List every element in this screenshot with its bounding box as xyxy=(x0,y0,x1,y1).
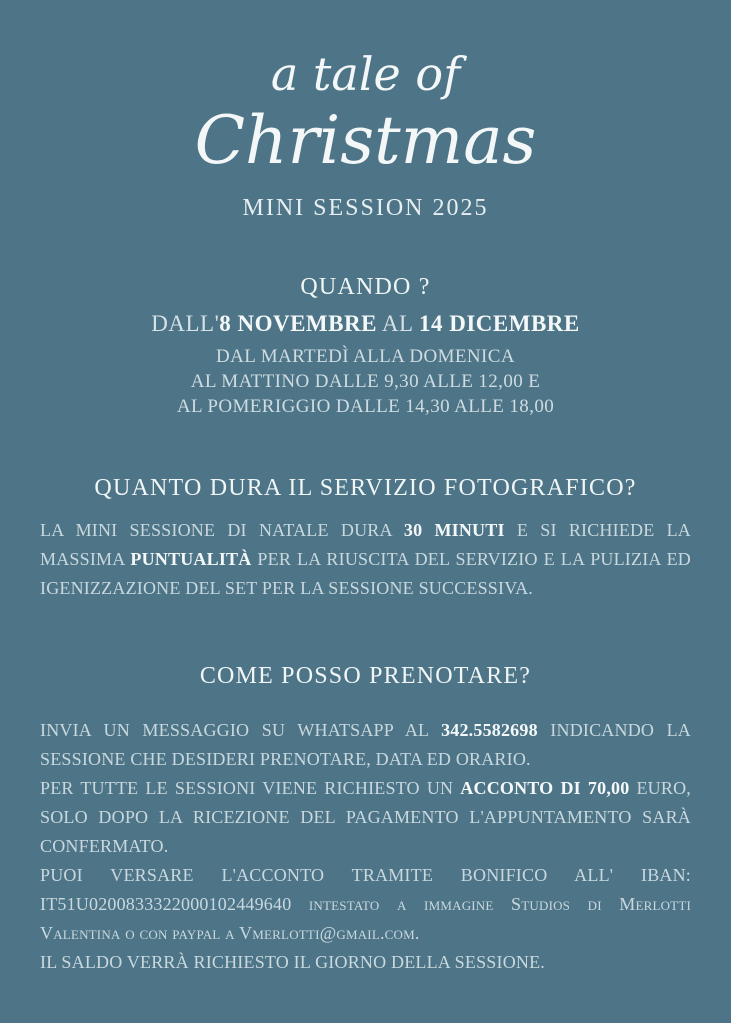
deposit-text-1: PER TUTTE LE SESSIONI VIENE RICHIESTO UN xyxy=(40,778,461,799)
date-range-line xyxy=(40,311,691,337)
deposit-text-2: EURO, SOLO DOPO LA RICEZIONE DEL PAGAMENTO L'APPUNTAMENTO SARÀ CONFERMATO. xyxy=(40,778,691,857)
title-script-line2: Christmas xyxy=(194,101,537,179)
date-range-pre: DALL' xyxy=(151,311,220,337)
booking-paragraph-whatsapp xyxy=(40,716,691,774)
date-range-mid: AL xyxy=(376,311,419,337)
subtitle: MINI SESSION 2025 xyxy=(242,195,489,222)
section-duration xyxy=(40,475,691,603)
duration-text-3: PER LA RIUSCITA DEL SERVIZIO E LA PULIZIA ED IGENIZZAZIONE DEL SET PER LA SESSIONE SUCCESSIVA. xyxy=(40,549,691,599)
booking-text-1: INVIA UN MESSAGGIO SU WHATSAPP AL xyxy=(40,720,442,741)
booking-text-2: INDICANDO LA SESSIONE CHE DESIDERI PRENOTARE, DATA ED ORARIO. xyxy=(40,720,691,770)
payment-payee-text: intestato a immagine Studios di Merlotti Valentina o con paypal a Vmerlotti@gmail.com. xyxy=(40,894,691,944)
booking-heading: COME POSSO PRENOTARE? xyxy=(199,663,532,690)
date-range-start: 8 NOVEMBRE xyxy=(219,311,377,337)
section-when xyxy=(40,274,691,419)
balance-note-line: IL SALDO VERRÀ RICHIESTO IL GIORNO DELLA SESSIONE. xyxy=(40,952,545,973)
duration-text-2: E SI RICHIEDE LA MASSIMA xyxy=(40,520,691,570)
afternoon-hours-line: AL POMERIGGIO DALLE 14,30 ALLE 18,00 xyxy=(176,396,555,418)
whatsapp-phone-number: 342.5582698 xyxy=(441,720,538,741)
deposit-amount: ACCONTO DI 70,00 xyxy=(460,778,630,799)
duration-heading: QUANTO DURA IL SERVIZIO FOTOGRAFICO? xyxy=(94,475,637,502)
duration-paragraph xyxy=(40,516,691,603)
days-line: DAL MARTEDÌ ALLA DOMENICA xyxy=(216,346,515,368)
duration-punctuality: PUNTUALITÀ xyxy=(130,549,252,570)
header xyxy=(40,48,691,222)
morning-hours-line: AL MATTINO DALLE 9,30 ALLE 12,00 E xyxy=(190,371,541,393)
booking-paragraph-deposit xyxy=(40,774,691,861)
duration-text-1: LA MINI SESSIONE DI NATALE DURA xyxy=(40,520,404,541)
iban-number: IT51U0200833322000102449640 xyxy=(40,894,292,915)
payment-text-1: PUOI VERSARE L'ACCONTO TRAMITE BONIFICO ALL' IBAN: xyxy=(40,865,691,886)
booking-text-block xyxy=(40,716,691,977)
section-booking xyxy=(40,663,691,977)
date-range-end: 14 DICEMBRE xyxy=(418,311,580,337)
when-heading: QUANDO ? xyxy=(300,274,431,301)
title-script-line1: a tale of xyxy=(270,47,461,101)
booking-paragraph-payment xyxy=(40,861,691,948)
duration-minutes: 30 MINUTI xyxy=(403,520,505,541)
